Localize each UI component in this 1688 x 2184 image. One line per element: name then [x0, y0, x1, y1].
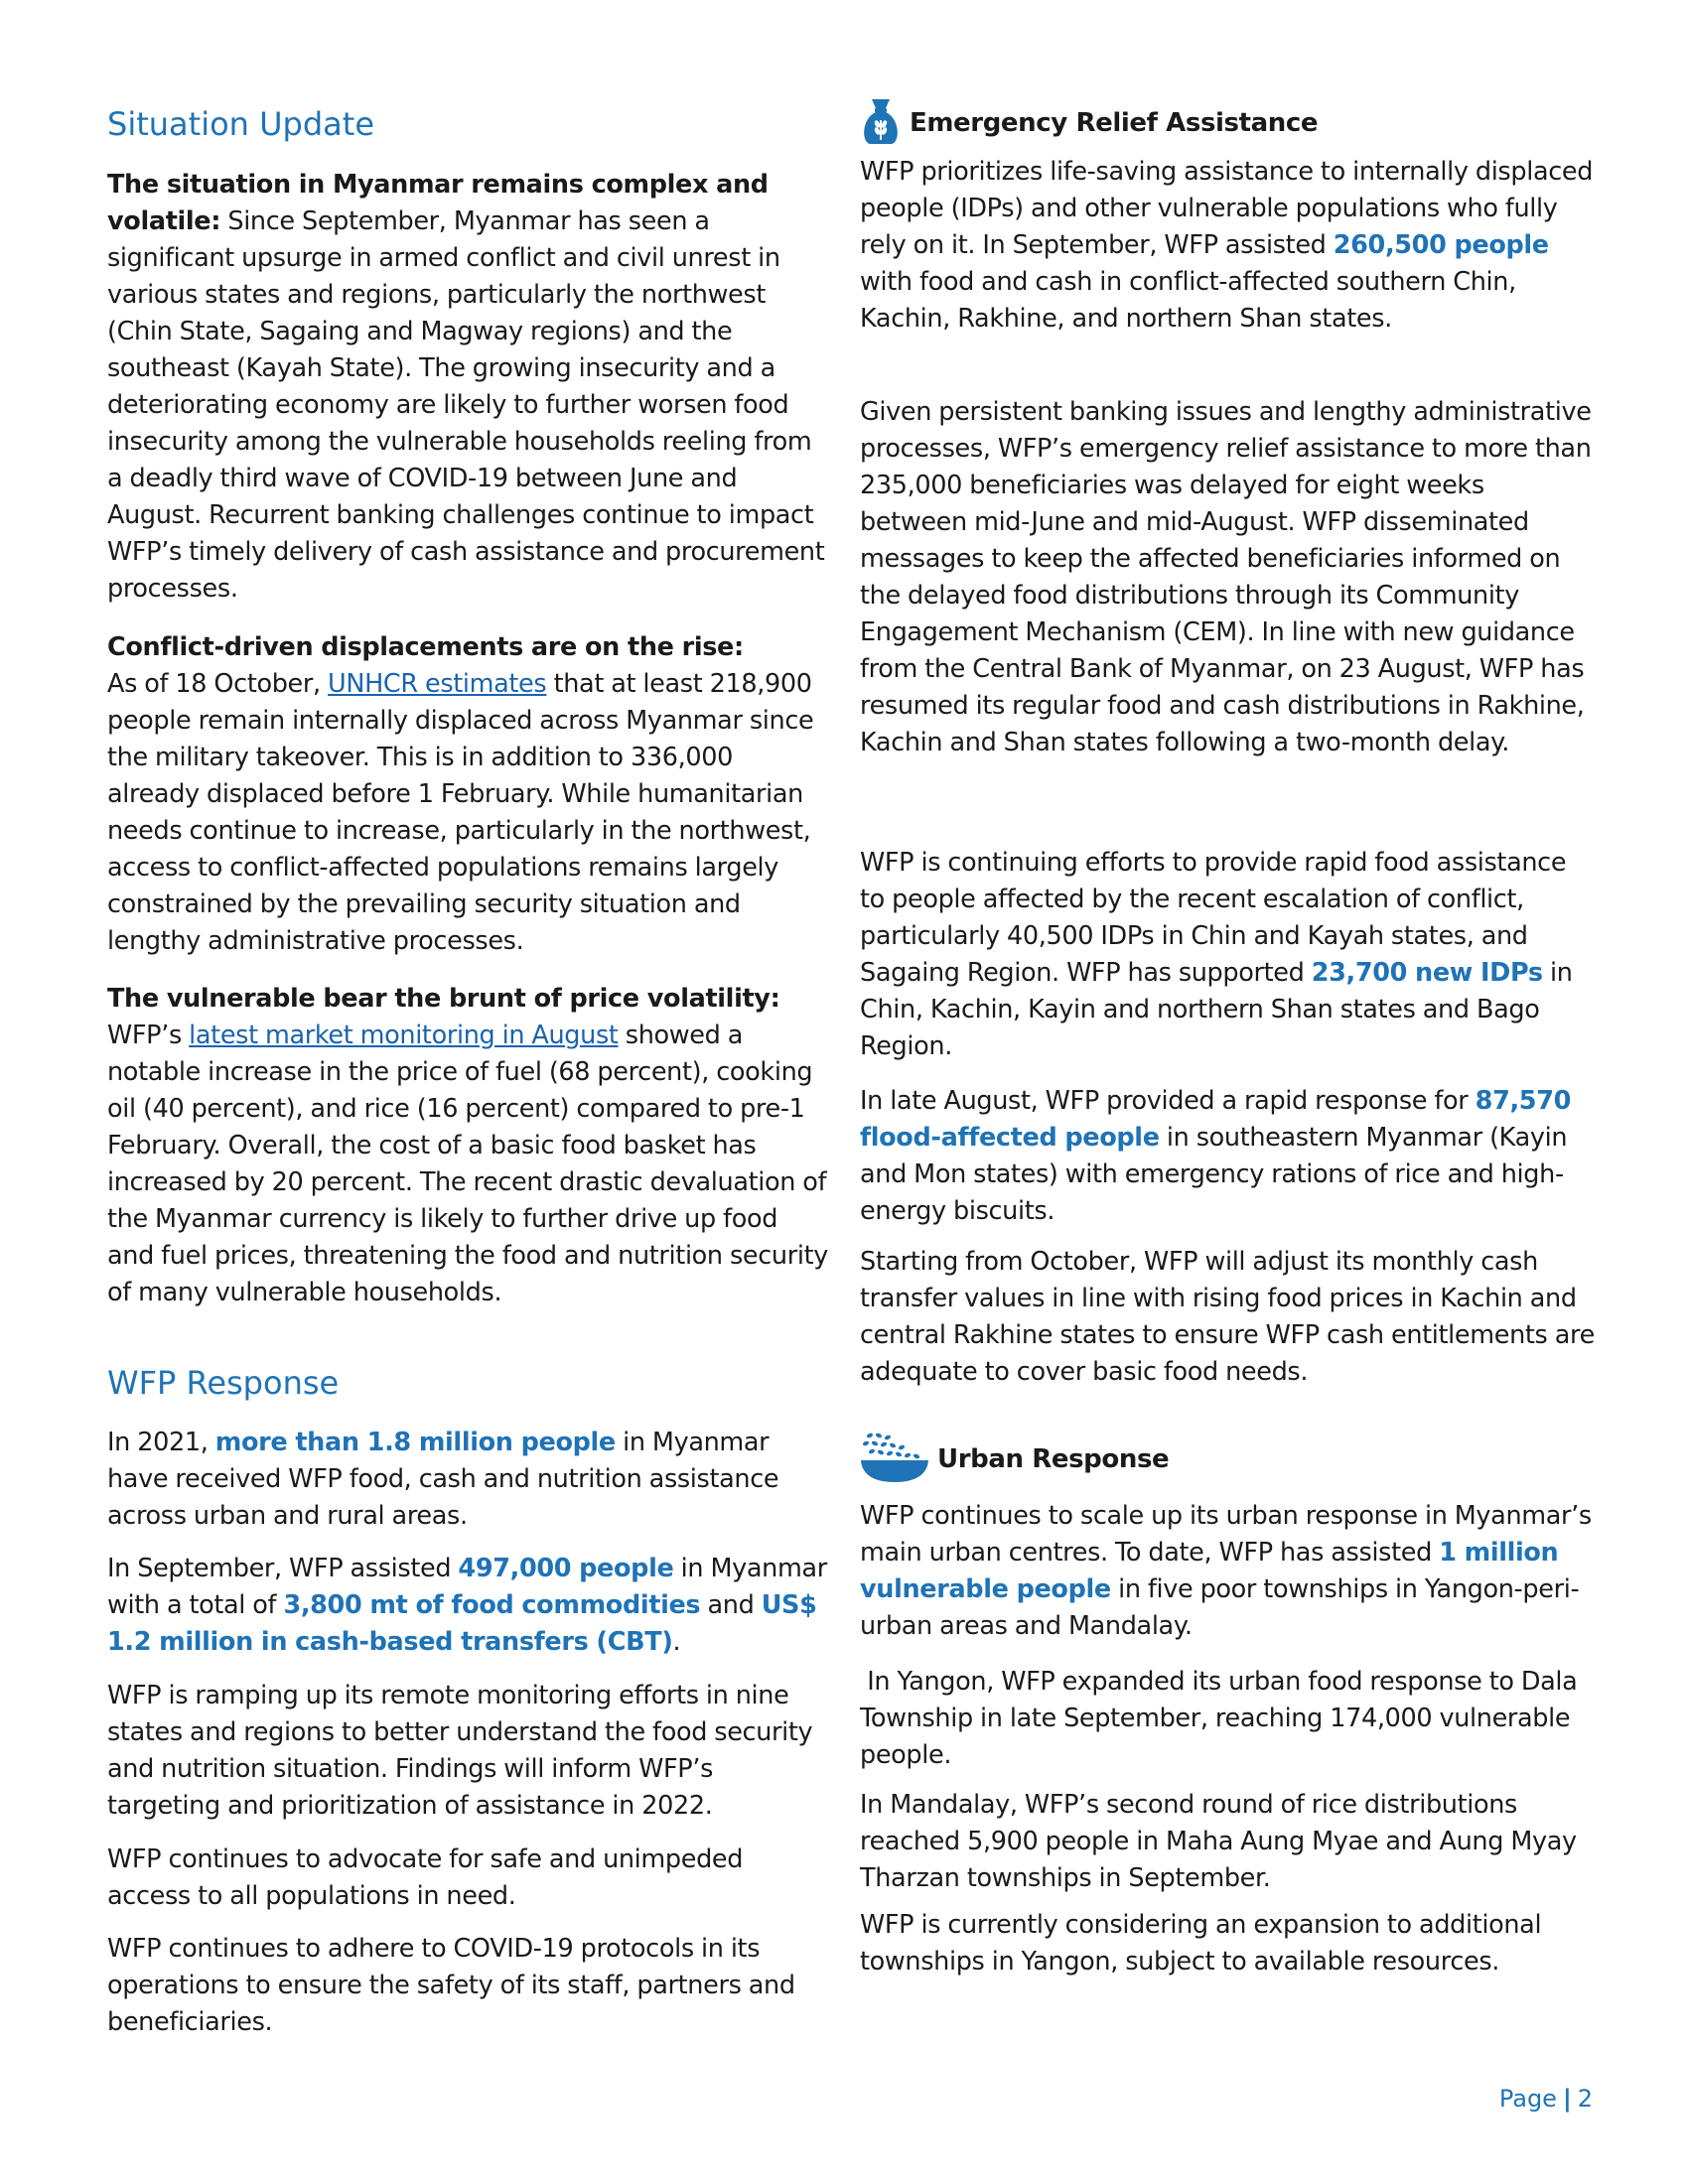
response-paragraph-1	[107, 1425, 830, 1535]
situation-paragraph-1	[107, 167, 830, 608]
response-p2-mid-1: in Myanmar with a total of	[107, 1554, 827, 1620]
situation-paragraph-3	[107, 981, 830, 1311]
emergency-p3-post: in Chin, Kachin, Kayin and northern Shan states and Bago Region.	[860, 958, 1573, 1061]
situation-p3-lead: The vulnerable bear the brunt of price volatility:	[107, 984, 780, 1014]
situation-p1-text: Since September, Myanmar has seen a significant upsurge in armed conflict and civil unrest in various states and regions, particularly the northwest (Chin State, Sagaing and Magway regions) and the southeast (Kayah State). The growing insecurity and a deteriorating economy are likely to further worsen food insecurity among the vulnerable households reeling from a deadly third wave of COVID-19 between June and August. Recurrent banking challenges continue to impact WFP’s timely delivery of cash assistance and procurement processes.	[107, 206, 825, 604]
situation-p2-post: that at least 218,900 people remain internally displaced across Myanmar since the military takeover. This is in addition to 336,000 already displaced before 1 February. While humanitarian needs continue to increase, particularly in the northwest, access to conflict-affected populations remains largely constrained by the prevailing security situation and lengthy administrative processes.	[107, 669, 814, 956]
emergency-p1-post: with food and cash in conflict-affected southern Chin, Kachin, Rakhine, and northern Shan states.	[860, 267, 1516, 334]
response-p1-pre: In 2021,	[107, 1428, 215, 1457]
response-p2-highlight-1: 497,000 people	[458, 1554, 674, 1583]
urban-paragraph-1	[860, 1498, 1595, 1645]
urban-paragraph-4: WFP is currently considering an expansion to additional townships in Yangon, subject to available resources.	[860, 1910, 1542, 1977]
response-p2-highlight-2: 3,800 mt of food commodities	[283, 1590, 701, 1620]
emergency-paragraph-4	[860, 1083, 1595, 1230]
response-paragraph-2	[107, 1551, 830, 1661]
emergency-paragraph-1	[860, 154, 1595, 338]
grain-sack-icon	[860, 96, 902, 150]
situation-p2-lead: Conflict-driven displacements are on the rise:	[107, 632, 744, 662]
wfp-response-heading: WFP Response	[107, 1364, 340, 1402]
response-paragraph-5: WFP continues to adhere to COVID-19 protocols in its operations to ensure the safety of its staff, partners and beneficiaries.	[107, 1934, 795, 2037]
situation-p3-post: showed a notable increase in the price of fuel (68 percent), cooking oil (40 percent), and rice (16 percent) compared to pre-1 February. Overall, the cost of a basic food basket has increased by 20 percent. The recent drastic devaluation of the Myanmar currency is likely to further drive up food and fuel prices, threatening the food and nutrition security of many vulnerable households.	[107, 1021, 829, 1307]
emergency-relief-title: Emergency Relief Assistance	[910, 108, 1319, 138]
emergency-p4-post: in southeastern Myanmar (Kayin and Mon states) with emergency rations of rice and high-energy biscuits.	[860, 1123, 1568, 1226]
response-p1-post: in Myanmar have received WFP food, cash and nutrition assistance across urban and rural areas.	[107, 1428, 779, 1531]
urban-p1-post: in five poor townships in Yangon-peri-urban areas and Mandalay.	[860, 1574, 1580, 1641]
response-p2-mid-2: and	[700, 1590, 762, 1620]
emergency-p1-pre: WFP prioritizes life-saving assistance to internally displaced people (IDPs) and other vulnerable populations who fully rely on it. In September, WFP assisted	[860, 157, 1594, 260]
situation-p1-lead: The situation in Myanmar remains complex and volatile:	[107, 170, 769, 236]
emergency-p4-highlight: 87,570 flood-affected people	[860, 1086, 1571, 1153]
emergency-paragraph-3	[860, 845, 1595, 1065]
emergency-p4-pre: In late August, WFP provided a rapid response for	[860, 1086, 1476, 1116]
response-paragraph-4: WFP continues to advocate for safe and unimpeded access to all populations in need.	[107, 1844, 744, 1911]
market-monitoring-link[interactable]: latest market monitoring in August	[189, 1021, 619, 1050]
emergency-p1-highlight: 260,500 people	[1333, 230, 1549, 260]
situation-p2-pre: As of 18 October,	[107, 669, 329, 699]
urban-paragraph-2: In Yangon, WFP expanded its urban food response to Dala Township in late September, reaching 174,000 vulnerable people.	[860, 1667, 1585, 1770]
emergency-paragraph-2: Given persistent banking issues and lengthy administrative processes, WFP’s emergency relief assistance to more than 235,000 beneficiaries was delayed for eight weeks between mid-June and mid-August. WFP disseminated messages to keep the affected beneficiaries informed on the delayed food distributions through its Community Engagement Mechanism (CEM). In line with new guidance from the Central Bank of Myanmar, on 23 August, WFP has resumed its regular food and cash distributions in Rakhine, Kachin and Shan states following a two-month delay.	[860, 397, 1592, 757]
page-separator: |	[1562, 2085, 1572, 2113]
emergency-p3-highlight: 23,700 new IDPs	[1311, 958, 1543, 988]
unhcr-estimates-link[interactable]: UNHCR estimates	[328, 669, 547, 699]
emergency-p3-pre: WFP is continuing efforts to provide rapid food assistance to people affected by the recent escalation of conflict, particularly 40,500 IDPs in Chin and Kayah states, and Sagaing Region. WFP has supported	[860, 848, 1567, 988]
page-number	[1499, 2085, 1593, 2113]
response-p2-pre: In September, WFP assisted	[107, 1554, 459, 1583]
response-p2-highlight-3: US$ 1.2 million in cash-based transfers (CBT)	[107, 1590, 817, 1657]
situation-update-heading: Situation Update	[107, 105, 374, 143]
response-paragraph-3: WFP is ramping up its remote monitoring efforts in nine states and regions to better understand the food security and nutrition situation. Findings will inform WFP’s targeting and prioritization of assistance in 2022.	[107, 1681, 813, 1821]
page-label: Page	[1498, 2085, 1557, 2113]
urban-response-title: Urban Response	[937, 1444, 1170, 1474]
emergency-relief-heading	[860, 96, 1318, 150]
situation-paragraph-2	[107, 629, 830, 960]
response-p2-post: .	[672, 1627, 681, 1657]
situation-p3-pre: WFP’s	[107, 1021, 190, 1050]
rice-bowl-icon	[860, 1430, 929, 1489]
urban-p1-highlight: 1 million vulnerable people	[860, 1538, 1559, 1604]
urban-paragraph-3: In Mandalay, WFP’s second round of rice distributions reached 5,900 people in Maha Aung Myae and Aung Myay Tharzan townships in September.	[860, 1790, 1577, 1893]
urban-response-heading	[860, 1430, 1169, 1489]
emergency-paragraph-5: Starting from October, WFP will adjust its monthly cash transfer values in line with rising food prices in Kachin and central Rakhine states to ensure WFP cash entitlements are adequate to cover basic food needs.	[860, 1247, 1595, 1387]
urban-p1-pre: WFP continues to scale up its urban response in Myanmar’s main urban centres. To date, WFP has assisted	[860, 1501, 1592, 1568]
page-number-value: 2	[1577, 2085, 1593, 2113]
response-p1-highlight: more than 1.8 million people	[214, 1428, 616, 1457]
